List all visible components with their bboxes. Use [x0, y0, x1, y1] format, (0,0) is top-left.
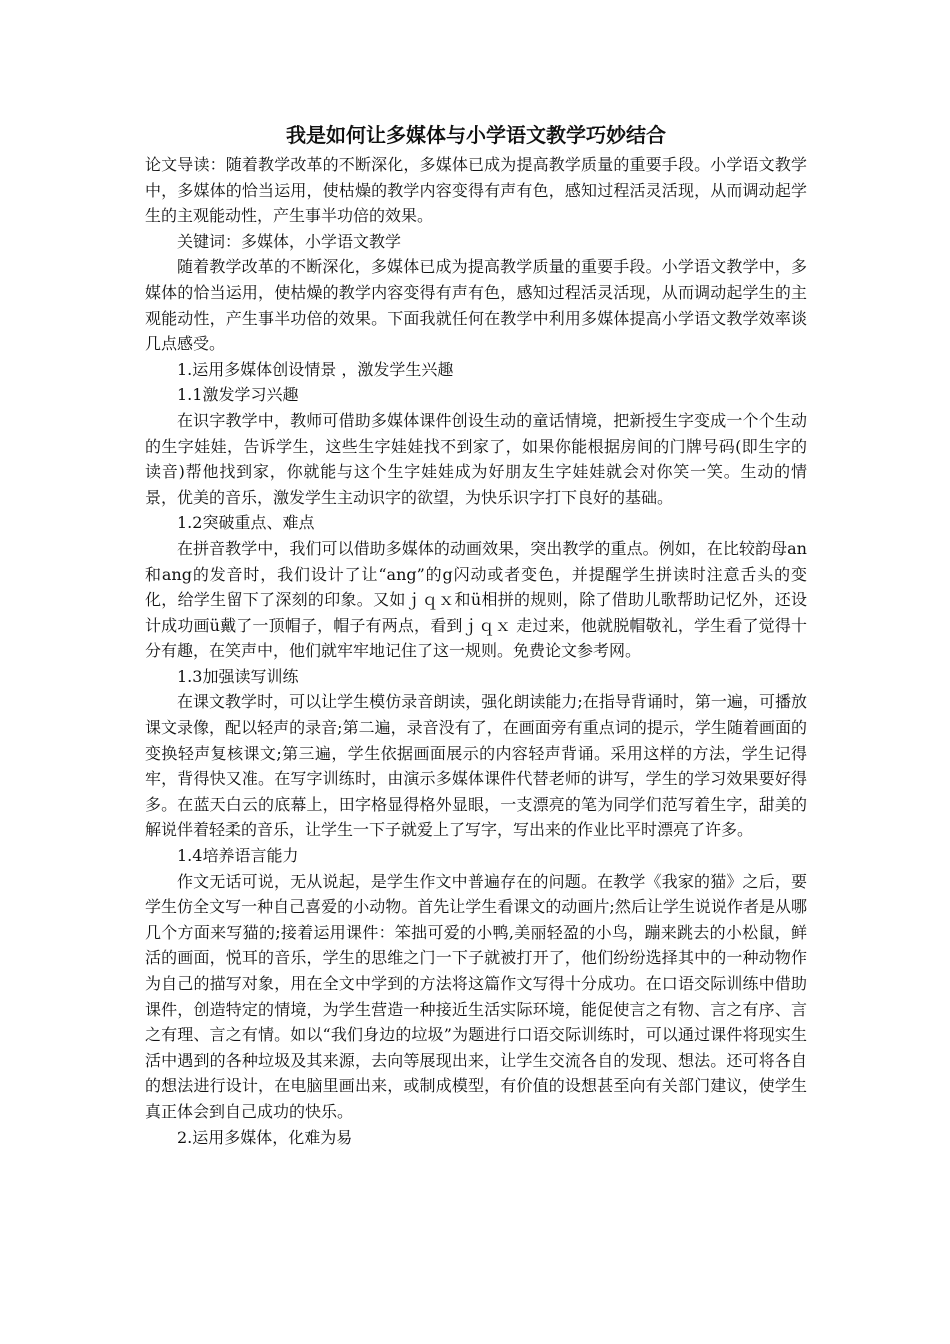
subsection-heading-1-1: 1.1激发学习兴趣 — [177, 385, 299, 405]
keywords-line: 关键词：多媒体，小学语文教学 — [177, 231, 402, 251]
subsection-heading-1-2: 1.2突破重点、难点 — [177, 513, 315, 533]
subsection-heading-1-4: 1.4培养语言能力 — [177, 846, 299, 866]
opening-paragraph: 随着教学改革的不断深化，多媒体已成为提高教学质量的重要手段。小学语文教学中，多媒体的恰当运用，使枯燥的教学内容变得有声有色，感知过程活灵活现，从而调动起学生的主观能动性，产生事半功倍的效果。下面我就任何在教学中利用多媒体提高小学语文教学效率谈几点感受。 — [145, 257, 807, 354]
paragraph-1-4: 作文无话可说，无从说起，是学生作文中普遍存在的问题。在教学《我家的猫》之后，要学生仿全文写一种自己喜爱的小动物。首先让学生看课文的动画片;然后让学生说说作者是从哪几个方面来写猫的;接着运用课件：笨拙可爱的小鸭,美丽轻盈的小鸟，蹦来跳去的小松鼠，鲜活的画面，悦耳的音乐，学生的思维之门一下子就被打开了，他们纷纷选择其中的一种动物作为自己的描写对象，用在全文中学到的方法将这篇作文写得十分成功。在口语交际训练中借助课件，创造特定的情境，为学生营造一种接近生活实际环境，能促使言之有物、言之有序、言之有理、言之有情。如以“我们身边的垃圾”为题进行口语交际训练时，可以通过课件将现实生活中遇到的各种垃圾及其来源，去向等展现出来，让学生交流各自的发现、想法。还可将各自的想法进行设计，在电脑里画出来，或制成模型，有价值的设想甚至向有关部门建议，使学生真正体会到自己成功的快乐。 — [145, 871, 807, 1121]
paragraph-1-2: 在拼音教学中，我们可以借助多媒体的动画效果，突出教学的重点。例如，在比较韵母an和ang的发音时，我们设计了让“ang”的g闪动或者变色，并提醒学生拼读时注意舌头的变化，给学生留下了深刻的印象。又如ｊｑｘ和ü相拼的规则，除了借助儿歌帮助记忆外，还设计成功画ü戴了一顶帽子，帽子有两点，看到ｊｑｘ 走过来，他就脱帽敬礼，学生看了觉得十分有趣，在笑声中，他们就牢牢地记住了这一规则。免费论文参考网。 — [145, 538, 807, 661]
subsection-heading-1-3: 1.3加强读写训练 — [177, 666, 299, 686]
document-body — [145, 120, 807, 1150]
paragraph-1-1: 在识字教学中，教师可借助多媒体课件创设生动的童话情境，把新授生字变成一个个生动的生字娃娃，告诉学生，这些生字娃娃找不到家了，如果你能根据房间的门牌号码(即生字的读音)帮他找到家，你就能与这个生字娃娃成为好朋友生字娃娃就会对你笑一笑。生动的情景，优美的音乐，激发学生主动识字的欲望，为快乐识字打下良好的基础。 — [145, 410, 807, 507]
section-heading-1: 1.运用多媒体创设情景 ，激发学生兴趣 — [177, 359, 454, 379]
intro-paragraph: 论文导读：随着教学改革的不断深化，多媒体已成为提高教学质量的重要手段。小学语文教学中，多媒体的恰当运用，使枯燥的教学内容变得有声有色，感知过程活灵活现，从而调动起学生的主观能动性，产生事半功倍的效果。 — [145, 155, 807, 226]
section-heading-2: 2.运用多媒体，化难为易 — [177, 1127, 353, 1147]
document-title: 我是如何让多媒体与小学语文教学巧妙结合 — [286, 123, 666, 147]
paragraph-1-3: 在课文教学时，可以让学生模仿录音朗读，强化朗读能力;在指导背诵时，第一遍，可播放课文录像，配以轻声的录音;第二遍，录音没有了，在画面旁有重点词的提示，学生随着画面的变换轻声复核课文;第三遍，学生依据画面展示的内容轻声背诵。采用这样的方法，学生记得牢，背得快又准。在写字训练时，由演示多媒体课件代替老师的讲写，学生的学习效果要好得多。在蓝天白云的底幕上，田字格显得格外显眼，一支漂亮的笔为同学们范写着生字，甜美的解说伴着轻柔的音乐，让学生一下子就爱上了写字，写出来的作业比平时漂亮了许多。 — [145, 692, 807, 840]
